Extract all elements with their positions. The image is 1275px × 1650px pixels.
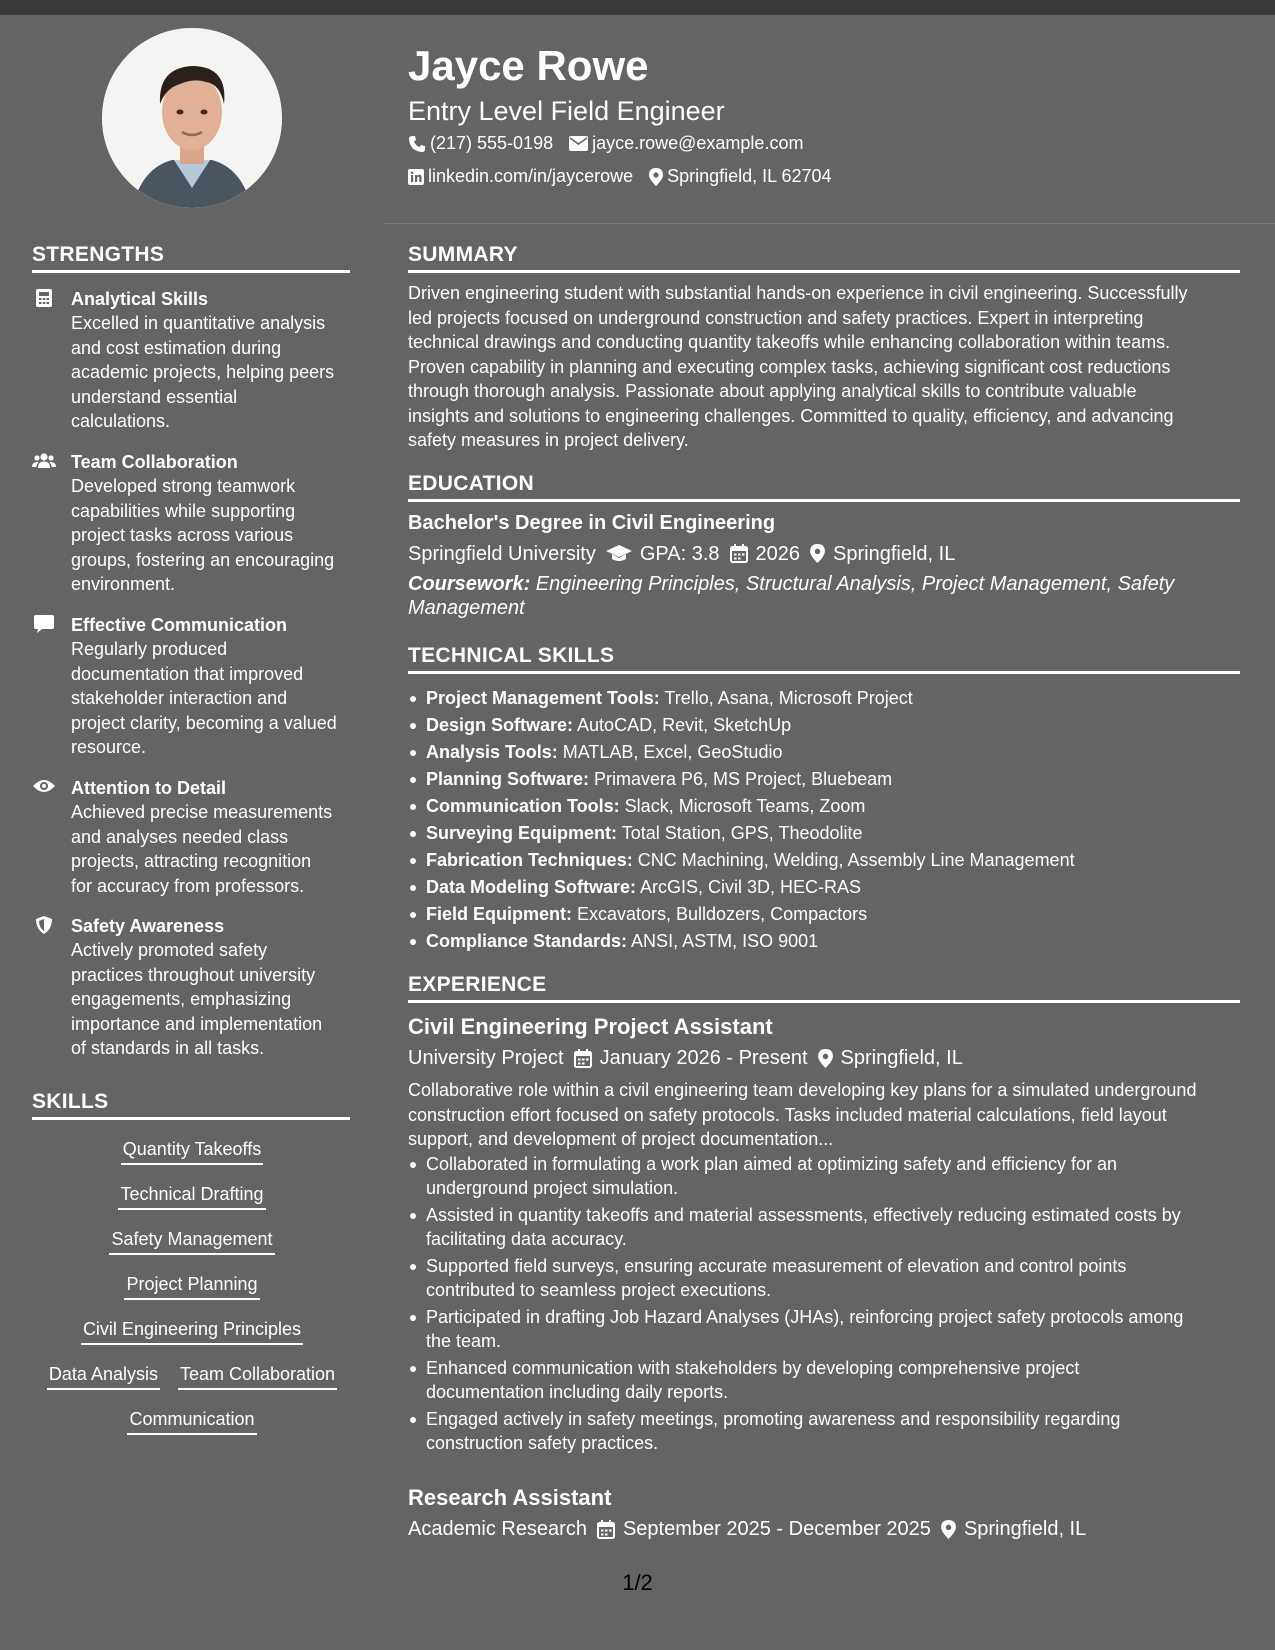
skills-row <box>32 1182 352 1210</box>
summary-line: Proven capability in planning and executing complex tasks, achieving significant cost reductions <box>408 356 1171 377</box>
bullet-line: documentation including daily reports. <box>426 1382 729 1402</box>
bullet-line: contributed to seamless project executions. <box>426 1280 772 1300</box>
desc-line: academic projects, helping peers <box>71 362 335 382</box>
technical-skills-heading: TECHNICAL SKILLS <box>408 643 1240 674</box>
contact-row-2 <box>408 166 832 187</box>
skill-values: Slack, Microsoft Teams, Zoom <box>619 796 866 816</box>
strength-title: Attention to Detail <box>71 778 226 798</box>
skills-heading: SKILLS <box>32 1089 350 1120</box>
calendar-icon <box>574 1049 592 1068</box>
bullet-line: the team. <box>426 1331 502 1351</box>
list-item <box>408 793 1240 820</box>
desc-line: and cost estimation during <box>71 337 282 358</box>
list-item <box>408 1407 1240 1456</box>
list-item <box>408 1152 1240 1201</box>
page-number: 1/2 <box>622 1570 653 1595</box>
skill-values: Excavators, Bulldozers, Compactors <box>572 904 868 924</box>
desc-line: practices throughout university <box>71 964 316 985</box>
experience-entry <box>408 1013 1240 1458</box>
skill-category: Communication Tools: <box>426 796 620 816</box>
list-item <box>408 1254 1240 1303</box>
skill-values: MATLAB, Excel, GeoStudio <box>557 742 783 762</box>
school-name: Springfield University <box>408 542 596 565</box>
skill-category: Project Management Tools: <box>426 688 660 708</box>
coursework <box>408 572 1240 621</box>
skill-category: Design Software: <box>426 715 574 735</box>
skill-tag: Communication <box>127 1407 256 1435</box>
desc-line: project clarity, becoming a valued <box>71 712 337 733</box>
resume-page <box>0 15 1275 1650</box>
desc-line: Excelled in quantitative analysis <box>71 313 326 333</box>
summary-line: safety measures in project delivery. <box>408 430 689 450</box>
school-location: Springfield, IL <box>833 542 956 565</box>
location-text: Springfield, IL 62704 <box>667 166 832 186</box>
summary-text <box>408 281 1240 453</box>
bullet-line: Enhanced communication with stakeholders by developing comprehensive project <box>426 1357 1080 1378</box>
desc-line: importance and implementation <box>71 1013 323 1034</box>
graduation-cap-icon <box>606 545 632 563</box>
strength-title: Team Collaboration <box>71 452 238 472</box>
summary-line: led projects focused on underground construction and safety practices. Expert in interpreting <box>408 307 1144 328</box>
skill-tag: Technical Drafting <box>118 1182 265 1210</box>
skill-category: Planning Software: <box>426 769 590 789</box>
education-meta <box>408 540 1240 568</box>
top-bar <box>0 0 1275 15</box>
list-item <box>408 1356 1240 1405</box>
gpa-text: GPA: 3.8 <box>639 542 720 565</box>
header-divider <box>383 223 1275 224</box>
strength-title: Safety Awareness <box>71 916 225 936</box>
desc-line: understand essential <box>71 386 238 407</box>
eye-icon <box>33 778 55 794</box>
profile-photo <box>102 28 282 208</box>
list-item <box>408 685 1240 712</box>
bullet-line: Assisted in quantity takeoffs and material assessments, effectively reducing estimated costs by <box>426 1204 1181 1225</box>
contact-row-1 <box>408 133 803 154</box>
job-title: Research Assistant <box>408 1485 612 1510</box>
desc-line: projects, attracting recognition <box>71 851 312 871</box>
list-item <box>408 820 1240 847</box>
education-heading: EDUCATION <box>408 471 1240 502</box>
phone-contact[interactable] <box>408 133 553 154</box>
job-location: Springfield, IL <box>840 1047 963 1069</box>
degree-title: Bachelor's Degree in Civil Engineering <box>408 512 776 534</box>
list-item <box>408 847 1240 874</box>
desc-line: calculations. <box>71 411 171 431</box>
strengths-heading: STRENGTHS <box>32 242 350 273</box>
skill-values: ANSI, ASTM, ISO 9001 <box>627 931 819 951</box>
linkedin-contact[interactable] <box>408 166 633 187</box>
skill-category: Surveying Equipment: <box>426 823 618 843</box>
skills-row <box>32 1407 352 1435</box>
desc-line: resource. <box>71 737 147 757</box>
skills-row <box>32 1362 352 1390</box>
portrait-illustration <box>102 28 282 208</box>
coursework-list: Engineering Principles, Structural Analysis, Project Management, Safety <box>530 572 1175 595</box>
summary-line: through thorough analysis. Passionate about applying analytical skills to contribute valuable <box>408 381 1137 401</box>
location-contact <box>649 166 831 187</box>
strength-title: Effective Communication <box>71 615 288 635</box>
calendar-icon <box>730 544 748 563</box>
strength-description <box>71 637 352 760</box>
skills-row <box>32 1317 352 1345</box>
desc-line: Developed strong teamwork <box>71 476 296 496</box>
skill-category: Compliance Standards: <box>426 931 628 951</box>
graduation-year: 2026 <box>755 542 801 565</box>
calendar-icon <box>597 1520 615 1539</box>
desc-line: Achieved precise measurements <box>71 802 333 822</box>
list-item <box>408 874 1240 901</box>
list-item <box>408 1305 1240 1354</box>
bullet-line: Supported field surveys, ensuring accurate measurement of elevation and control points <box>426 1255 1127 1276</box>
phone-text: (217) 555-0198 <box>430 133 554 153</box>
shield-icon <box>36 916 52 934</box>
desc-line: environment. <box>71 574 176 594</box>
job-dates: September 2025 - December 2025 <box>622 1518 931 1540</box>
job-dates: January 2026 - Present <box>599 1047 808 1069</box>
desc-line: capabilities while supporting <box>71 500 296 521</box>
summary-heading: SUMMARY <box>408 242 1240 273</box>
desc-line: groups, fostering an encouraging <box>71 549 335 570</box>
summary-line: insights and solutions to engineering challenges. Committed to quality, efficiency, and advancing <box>408 405 1174 426</box>
map-pin-icon <box>649 168 663 186</box>
desc-line: and analyses needed class <box>71 826 289 847</box>
experience-entry <box>408 1484 1240 1543</box>
list-item <box>408 739 1240 766</box>
experience-heading: EXPERIENCE <box>408 972 1240 1003</box>
list-item <box>408 901 1240 928</box>
strength-item <box>32 613 352 760</box>
skill-category: Field Equipment: <box>426 904 572 924</box>
desc-line: project tasks across various <box>71 525 294 545</box>
desc-line: Actively promoted safety <box>71 940 268 960</box>
email-contact[interactable] <box>569 133 803 154</box>
desc-line: of standards in all tasks. <box>71 1038 265 1058</box>
desc-line: stakeholder interaction and <box>71 688 288 708</box>
bullet-line: facilitating data accuracy. <box>426 1229 627 1249</box>
skills-row <box>32 1272 352 1300</box>
coursework-list-continued: Management <box>408 597 525 619</box>
strength-description <box>71 311 352 434</box>
map-pin-icon <box>818 1049 833 1068</box>
bullet-line: Participated in drafting Job Hazard Analyses (JHAs), reinforcing project safety protocols among <box>426 1306 1184 1327</box>
bullet-line: construction safety practices. <box>426 1433 659 1453</box>
desc-line: construction effort focused on safety protocols. Tasks included material calculations, field layout <box>408 1104 1167 1125</box>
skill-category: Fabrication Techniques: <box>426 850 633 870</box>
skill-values: Primavera P6, MS Project, Bluebeam <box>589 769 893 789</box>
candidate-title: Entry Level Field Engineer <box>408 96 725 126</box>
calculator-icon <box>36 289 52 307</box>
email-text: jayce.rowe@example.com <box>592 133 804 153</box>
strength-description <box>71 474 352 597</box>
job-location: Springfield, IL <box>963 1518 1087 1540</box>
coursework-label: Coursework: <box>408 572 531 595</box>
linkedin-icon <box>408 169 424 185</box>
skill-values: Total Station, GPS, Theodolite <box>617 823 863 843</box>
list-item <box>408 1203 1240 1252</box>
strength-title: Analytical Skills <box>71 289 209 309</box>
skill-category: Data Modeling Software: <box>426 877 637 897</box>
bullet-line: Collaborated in formulating a work plan aimed at optimizing safety and efficiency for an <box>426 1153 1118 1174</box>
list-item <box>408 928 1240 955</box>
skills-row <box>32 1227 352 1255</box>
desc-line: Regularly produced <box>71 639 228 659</box>
job-bullets <box>408 1152 1240 1456</box>
skill-values: ArcGIS, Civil 3D, HEC-RAS <box>636 877 862 897</box>
desc-line: support, and development of project documentation... <box>408 1129 834 1149</box>
skill-tag: Safety Management <box>109 1227 274 1255</box>
phone-icon <box>408 135 426 153</box>
list-item <box>408 766 1240 793</box>
list-item <box>408 712 1240 739</box>
summary-line: technical drawings and conducting quantity takeoffs while enhancing collaboration within teams. <box>408 332 1171 352</box>
strength-description <box>71 938 352 1061</box>
skill-values: AutoCAD, Revit, SketchUp <box>573 715 792 735</box>
strength-item <box>32 776 352 898</box>
skill-tag: Data Analysis <box>47 1362 160 1390</box>
technical-skills-list <box>408 685 1240 955</box>
skill-tag: Civil Engineering Principles <box>81 1317 303 1345</box>
education-entry <box>408 511 1240 621</box>
skill-values: Trello, Asana, Microsoft Project <box>659 688 913 708</box>
job-meta <box>408 1044 1240 1072</box>
skill-values: CNC Machining, Welding, Assembly Line Management <box>632 850 1075 870</box>
envelope-icon <box>569 136 588 151</box>
candidate-name: Jayce Rowe <box>408 42 649 89</box>
desc-line: Collaborative role within a civil engineering team developing key plans for a simulated underground <box>408 1080 1197 1100</box>
skills-row <box>32 1137 352 1165</box>
strength-item <box>32 914 352 1061</box>
desc-line: for accuracy from professors. <box>71 875 305 896</box>
strength-description <box>71 800 352 898</box>
job-organization: University Project <box>408 1047 564 1069</box>
map-pin-icon <box>941 1520 956 1539</box>
skill-category: Analysis Tools: <box>426 742 558 762</box>
job-meta <box>408 1515 1240 1543</box>
skill-tag: Team Collaboration <box>178 1362 337 1390</box>
job-title: Civil Engineering Project Assistant <box>408 1014 773 1039</box>
skill-tag: Quantity Takeoffs <box>121 1137 263 1165</box>
linkedin-text: linkedin.com/in/jaycerowe <box>428 166 634 186</box>
job-description <box>408 1078 1240 1152</box>
desc-line: engagements, emphasizing <box>71 989 292 1009</box>
skill-tag: Project Planning <box>124 1272 259 1300</box>
strength-item <box>32 450 352 597</box>
job-organization: Academic Research <box>408 1518 587 1540</box>
bullet-line: Engaged actively in safety meetings, promoting awareness and responsibility regarding <box>426 1408 1121 1429</box>
summary-line: Driven engineering student with substantial hands-on experience in civil engineering. Successfully <box>408 283 1188 303</box>
speech-bubble-icon <box>34 615 54 633</box>
bullet-line: underground project simulation. <box>426 1178 679 1198</box>
desc-line: documentation that improved <box>71 663 304 684</box>
map-pin-icon <box>810 544 825 563</box>
strength-item <box>32 287 352 434</box>
users-icon <box>32 452 56 470</box>
